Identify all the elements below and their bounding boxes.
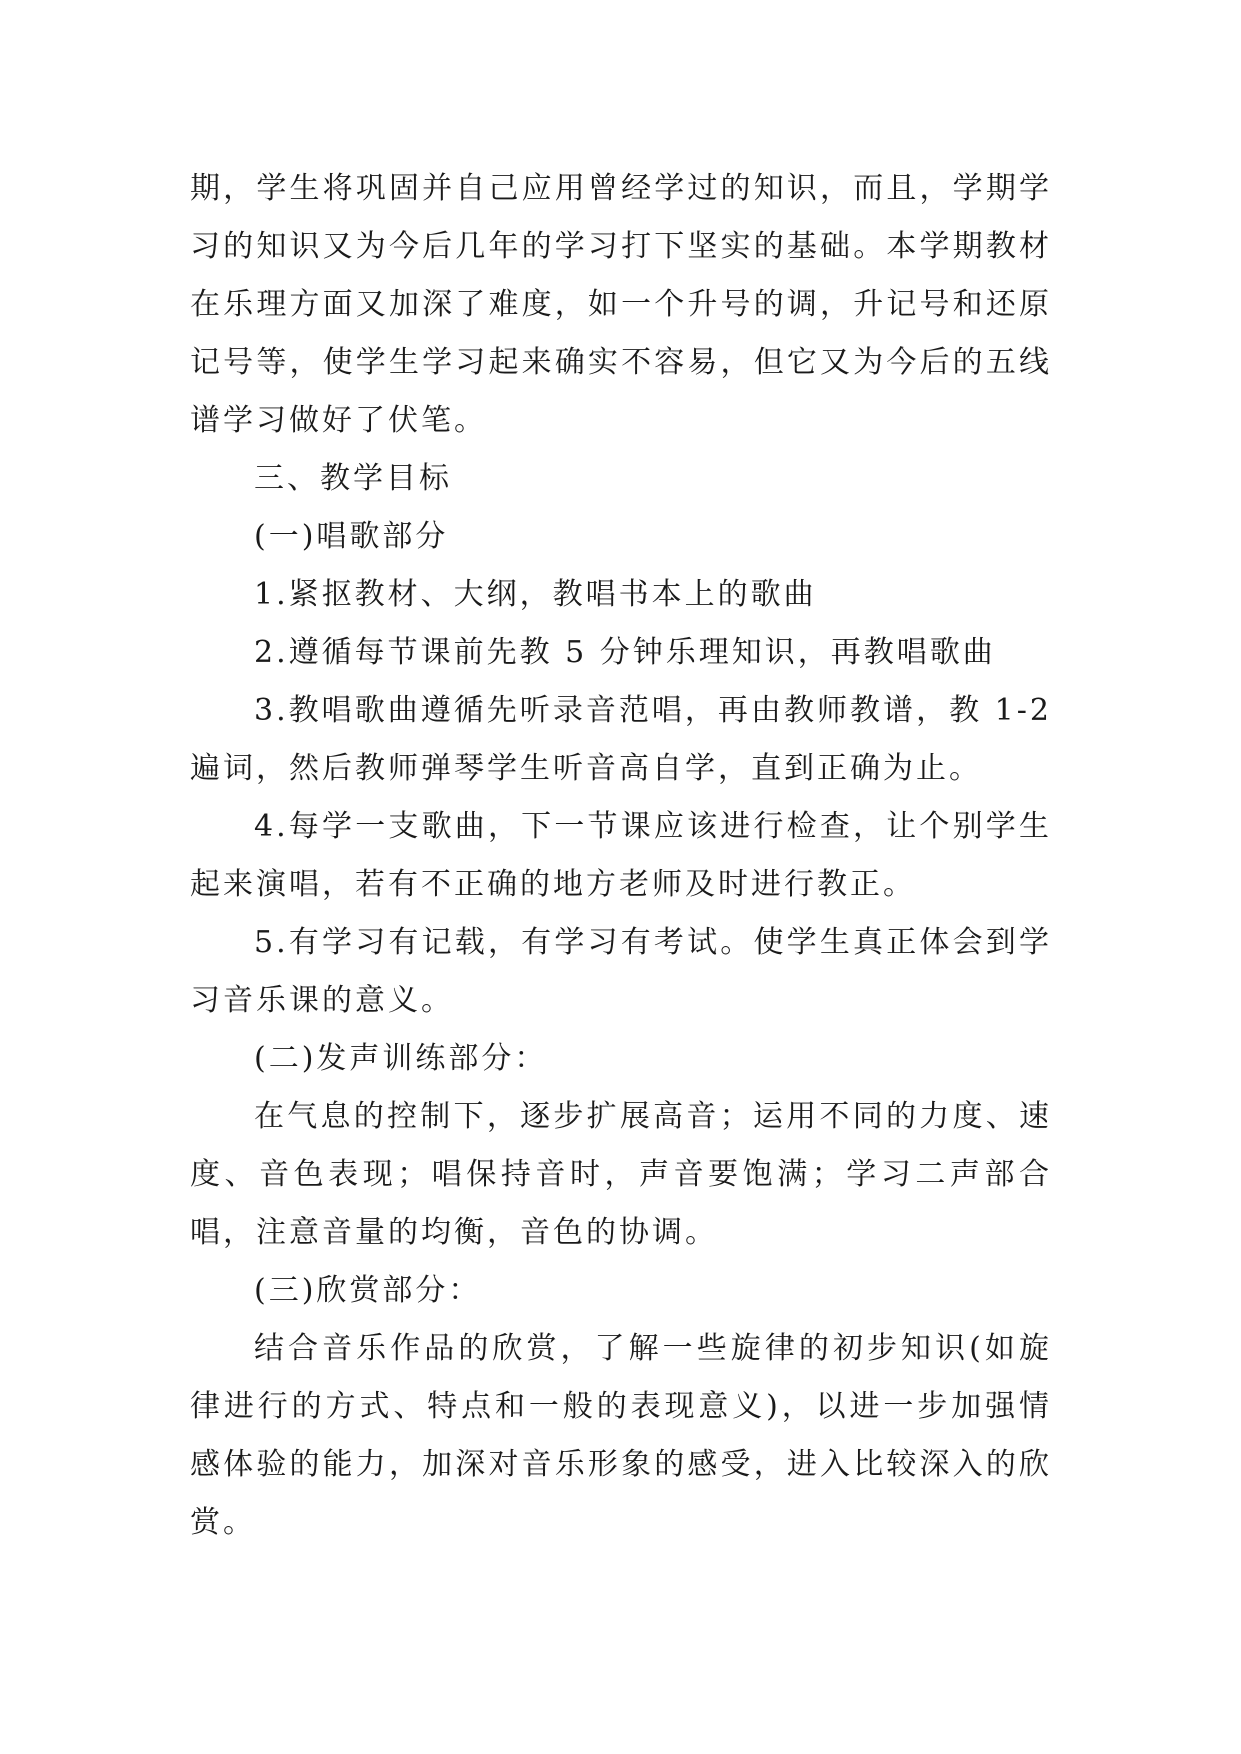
list-item-4: 4.每学一支歌曲，下一节课应该进行检查，让个别学生起来演唱，若有不正确的地方老师及时进行教正。 xyxy=(190,809,1052,902)
document-body xyxy=(190,160,1052,1552)
subheading-singing: (一)唱歌部分 xyxy=(254,519,449,554)
list-item-1: 1.紧抠教材、大纲，教唱书本上的歌曲 xyxy=(254,577,817,612)
paragraph-appreciation: 结合音乐作品的欣赏，了解一些旋律的初步知识(如旋律进行的方式、特点和一般的表现意义)，以进一步加强情感体验的能力，加深对音乐形象的感受，进入比较深入的欣赏。 xyxy=(190,1331,1052,1540)
paragraph-continuation: 期，学生将巩固并自己应用曾经学过的知识，而且，学期学习的知识又为今后几年的学习打下坚实的基础。本学期教材在乐理方面又加深了难度，如一个升号的调，升记号和还原记号等，使学生学习起来确实不容易，但它又为今后的五线谱学习做好了伏笔。 xyxy=(190,171,1052,438)
list-item-2: 2.遵循每节课前先教 5 分钟乐理知识，再教唱歌曲 xyxy=(254,635,996,670)
subheading-vocal-training: (二)发声训练部分： xyxy=(254,1041,548,1076)
list-item-5: 5.有学习有记载，有学习有考试。使学生真正体会到学习音乐课的意义。 xyxy=(190,925,1052,1018)
heading-teaching-goals: 三、教学目标 xyxy=(254,461,452,496)
subheading-appreciation: (三)欣赏部分： xyxy=(254,1273,482,1308)
list-item-3: 3.教唱歌曲遵循先听录音范唱，再由教师教谱，教 1-2 遍词，然后教师弹琴学生听音高自学，直到正确为止。 xyxy=(190,693,1052,786)
paragraph-vocal-training: 在气息的控制下，逐步扩展高音；运用不同的力度、速度、音色表现；唱保持音时，声音要饱满；学习二声部合唱，注意音量的均衡，音色的协调。 xyxy=(190,1099,1052,1250)
